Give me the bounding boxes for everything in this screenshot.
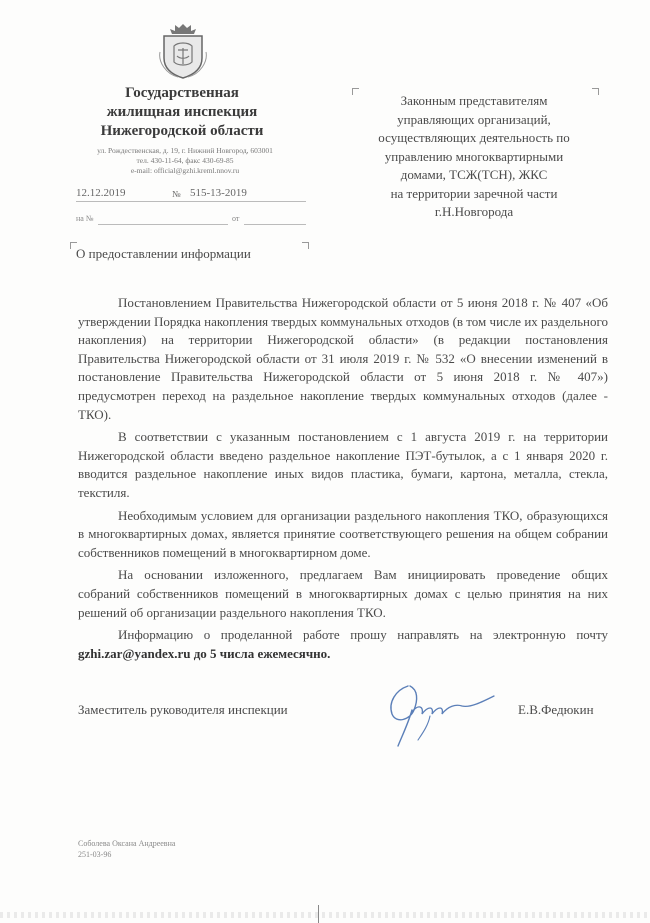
ot-label: от: [232, 214, 240, 223]
addressee-line: на территории заречной части: [390, 185, 558, 201]
signatory-name: Е.В.Федюкин: [518, 702, 594, 717]
org-line-2: жилищная инспекция: [106, 104, 258, 120]
reference-date-underline: [244, 224, 306, 225]
address-line-1: ул. Рождественская, д. 19, г. Нижний Новгород, 603001: [97, 146, 273, 155]
addressee-line: домами, ТСЖ(ТСН), ЖКС: [400, 167, 548, 182]
reference-number-underline: [98, 224, 228, 225]
addressee-line: управлению многоквартирными: [384, 148, 564, 164]
executor-phone: 251-03-96: [78, 850, 112, 859]
deadline-text: до 5 числа ежемесячно.: [190, 645, 331, 661]
org-line-3: Нижегородской области: [100, 123, 264, 139]
reg-number: 515-13-2019: [190, 187, 247, 199]
organization-name: [82, 84, 282, 141]
scan-artifact-mark: [318, 905, 319, 923]
signatory-position: Заместитель руководителя инспекции: [78, 702, 288, 717]
body-paragraph-5: [78, 626, 608, 663]
org-line-1: Государственная: [125, 85, 239, 101]
email-address: gzhi.zar@yandex.ru: [78, 645, 191, 661]
addressee-corner-right: [592, 88, 599, 95]
subject-corner-right: [302, 242, 309, 249]
letter-body: [78, 294, 608, 667]
executor-name: Соболева Оксана Андреевна: [78, 839, 176, 848]
addressee-line: Законным представителям: [400, 93, 548, 108]
address-line-3: e-mail: official@gzhi.kreml.nnov.ru: [130, 166, 240, 175]
body-paragraph-3: Необходимым условием для организации раздельного накопления ТКО, образующихся в многоквартирных домах, является принятие соответствующего решения на общем собрании собственников помещений в многоквартирном доме.: [78, 507, 608, 560]
body-paragraph-5-text: Информацию о проделанной работе прошу направлять на электронную почту: [118, 627, 608, 643]
addressee-line: осуществляющих деятельность по: [378, 130, 570, 145]
reg-no-label: №: [172, 189, 181, 199]
coat-of-arms-emblem: [158, 22, 208, 80]
body-paragraph-4: На основании изложенного, предлагаем Вам инициировать проведение общих собраний собственников помещений в многоквартирных домах с целью принятия на них решений об организации раздельного накопления ТКО.: [78, 567, 608, 620]
executor-info: [78, 838, 175, 860]
organization-address: [68, 146, 302, 176]
reg-date: 12.12.2019: [76, 187, 126, 199]
body-paragraph-2: В соответствии с указанным постановлением с 1 августа 2019 г. на территории Нижегородской области введено раздельное накопление ПЭТ-бутылок, а с 1 января 2020 г. вводится раздельное накопление иных видов пластика, бумаги, картона, металла, стекла, текстиля.: [78, 429, 608, 500]
body-paragraph-1: Постановлением Правительства Нижегородской области от 5 июня 2018 г. № 407 «Об утверждении Порядка накопления твердых коммунальных отходов (в том числе их раздельного накопления) на территории Нижегородской области» (в редакции постановления Правительства Нижегородской области от 31 июля 2019 г. № 532 «О внесении изменений в постановление Правительства Нижегородской области от 5 июня 2018 г. № 407») предусмотрен переход на раздельное накопление твердых коммунальных отходов (далее - ТКО).: [78, 295, 608, 422]
reference-line: [76, 214, 306, 226]
letter-subject: О предоставлении информации: [76, 246, 251, 261]
address-line-2: тел. 430-11-64, факс 430-69-85: [136, 156, 234, 165]
addressee-line: управляющих организаций,: [397, 111, 551, 127]
registration-line: [76, 187, 306, 202]
handwritten-signature: [378, 676, 498, 750]
scan-artifact-line: [0, 912, 650, 918]
addressee-block: [358, 92, 590, 222]
na-label: на №: [76, 214, 94, 223]
addressee-line: г.Н.Новгорода: [434, 204, 514, 219]
